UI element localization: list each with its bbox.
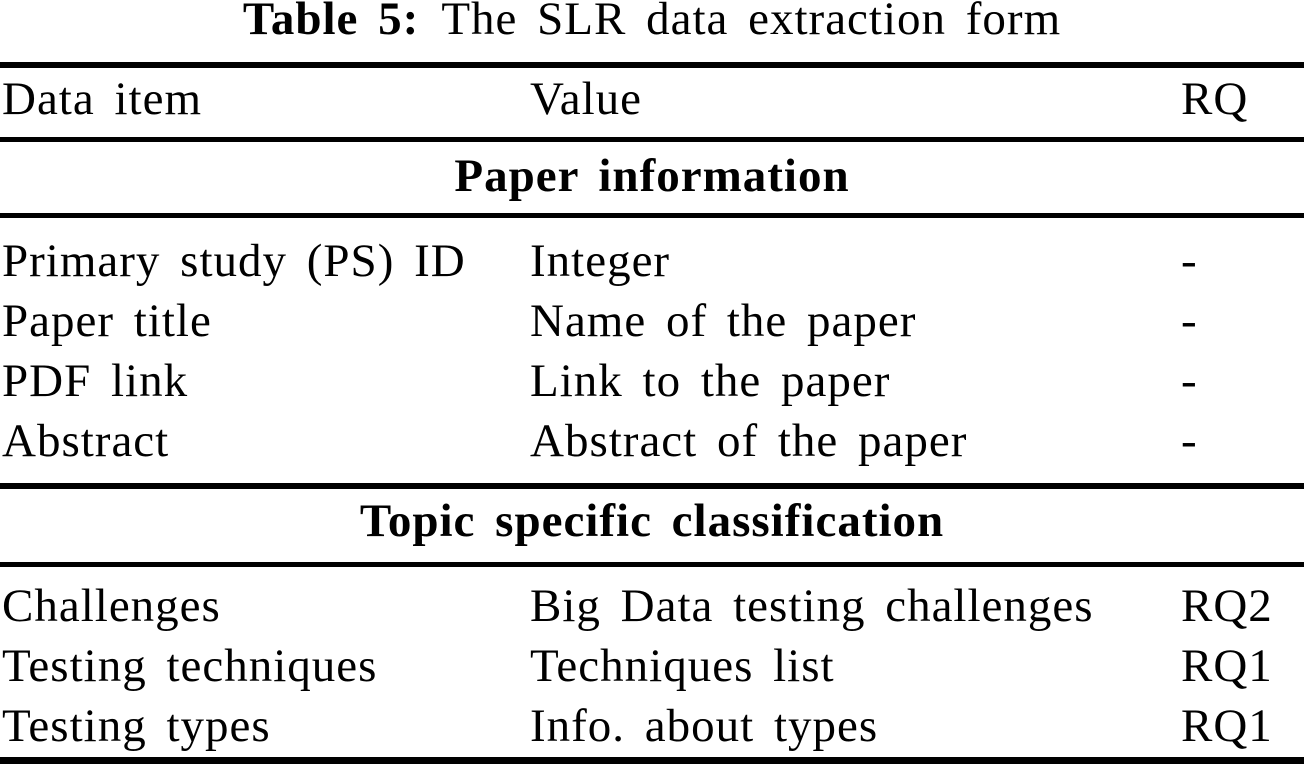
table-caption-label: Table 5:: [242, 0, 420, 45]
cell-rq: RQ1: [1181, 640, 1273, 692]
table-row: [0, 295, 1304, 347]
section1-end-rule: [0, 483, 1304, 489]
cell-value: Big Data testing challenges: [530, 580, 1094, 632]
section-header-paper-information: Paper information: [454, 150, 850, 202]
table-row: [0, 355, 1304, 407]
column-header-row: [0, 73, 1304, 125]
cell-value: Name of the paper: [530, 295, 917, 347]
section2-header-rule: [0, 562, 1304, 567]
cell-value: Techniques list: [530, 640, 835, 692]
column-header-rq: RQ: [1181, 73, 1249, 125]
table-row: [0, 415, 1304, 467]
cell-data-item: Testing techniques: [2, 640, 378, 692]
cell-rq: RQ1: [1181, 700, 1273, 752]
bottom-rule: [0, 757, 1304, 764]
cell-rq: -: [1181, 235, 1198, 287]
top-rule: [0, 62, 1304, 68]
cell-rq: RQ2: [1181, 580, 1273, 632]
table-caption-text: The SLR data extraction form: [441, 0, 1062, 45]
cell-rq: -: [1181, 415, 1198, 467]
cell-data-item: Paper title: [2, 295, 212, 347]
column-header-data-item: Data item: [2, 73, 203, 125]
cell-value: Info. about types: [530, 700, 879, 752]
table-row: [0, 640, 1304, 692]
section1-header-rule: [0, 213, 1304, 218]
table-row: [0, 580, 1304, 632]
cell-data-item: Primary study (PS) ID: [2, 235, 466, 287]
cell-value: Abstract of the paper: [530, 415, 968, 467]
column-header-value: Value: [530, 73, 643, 125]
cell-data-item: Challenges: [2, 580, 221, 632]
cell-value: Link to the paper: [530, 355, 891, 407]
table-row: [0, 235, 1304, 287]
cell-data-item: Testing types: [2, 700, 271, 752]
table-row: [0, 700, 1304, 752]
cell-rq: -: [1181, 355, 1198, 407]
header-rule: [0, 137, 1304, 142]
cell-data-item: PDF link: [2, 355, 189, 407]
table-caption: [0, 0, 1304, 43]
cell-rq: -: [1181, 295, 1198, 347]
cell-value: Integer: [530, 235, 671, 287]
cell-data-item: Abstract: [2, 415, 170, 467]
section-header-topic-specific-classification: Topic specific classification: [359, 495, 945, 547]
